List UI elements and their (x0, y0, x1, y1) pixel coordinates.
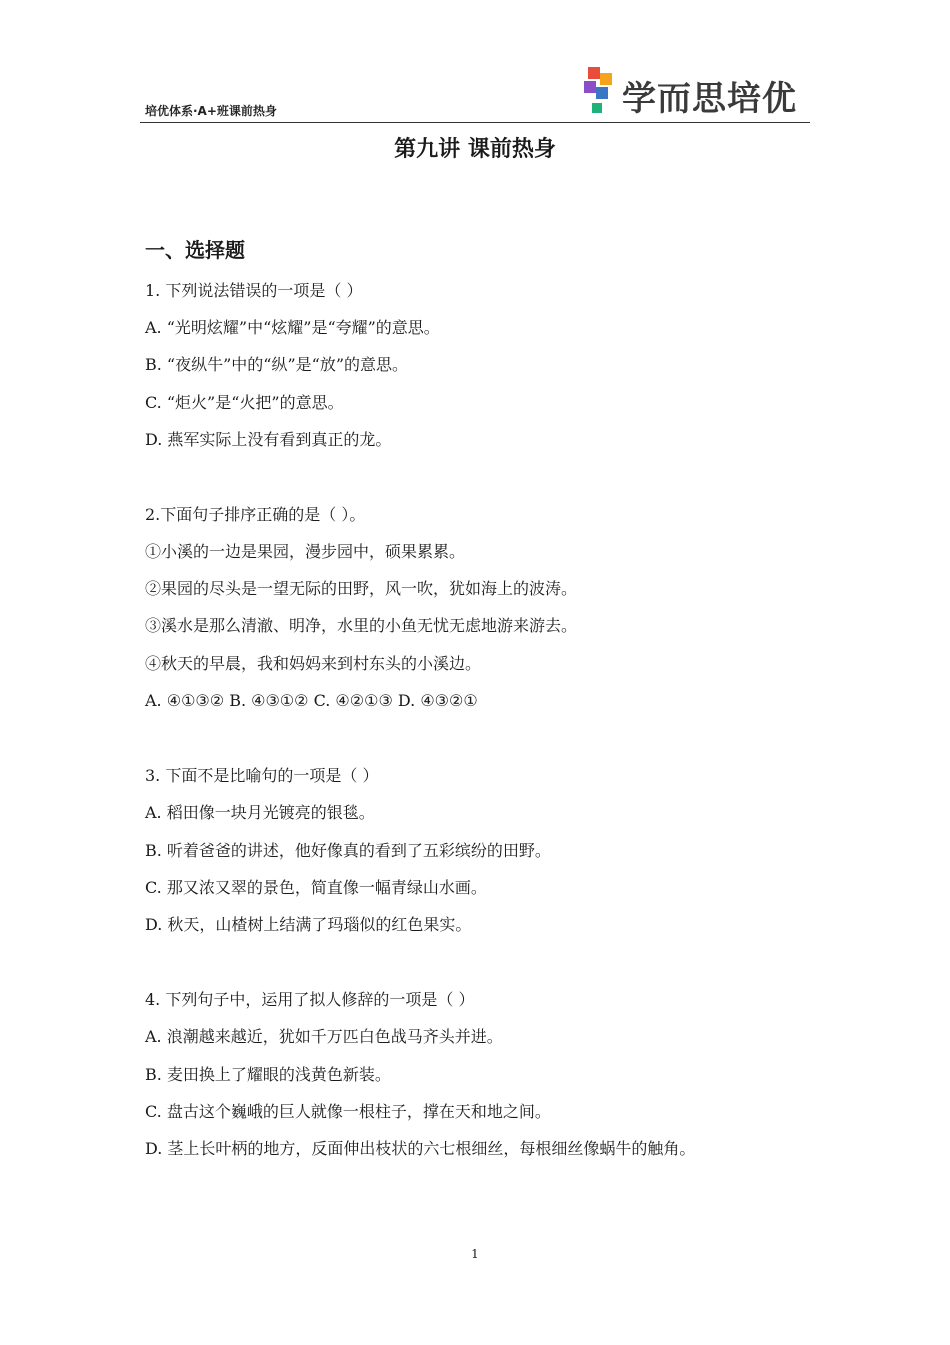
brand-name: 学而思培优 (622, 79, 797, 119)
question-1-option-b: B. “夜纵牛”中的“纵”是“放”的意思。 (145, 355, 409, 374)
question-4-option-c: C. 盘古这个巍峨的巨人就像一根柱子，撑在天和地之间。 (145, 1102, 551, 1121)
question-3-option-a: A. 稻田像一块月光镀亮的银毯。 (145, 803, 375, 822)
question-1-option-a: A. “光明炫耀”中“炫耀”是“夸耀”的意思。 (145, 318, 440, 337)
header-series-label: 培优体系·A+班课前热身 (145, 104, 277, 118)
brand-logo-icon (582, 67, 616, 117)
question-4-option-d: D. 茎上长叶柄的地方，反面伸出枝状的六七根细丝，每根细丝像蜗牛的触角。 (145, 1139, 696, 1158)
question-3-stem: 3. 下面不是比喻句的一项是（ ） (145, 766, 379, 785)
question-3-option-c: C. 那又浓又翠的景色，简直像一幅青绿山水画。 (145, 878, 487, 897)
page-title: 第九讲 课前热身 (394, 137, 556, 162)
brand-logo (582, 67, 812, 117)
question-4-stem: 4. 下列句子中，运用了拟人修辞的一项是（ ） (145, 990, 475, 1009)
question-4-option-b: B. 麦田换上了耀眼的浅黄色新装。 (145, 1065, 391, 1084)
question-3-option-b: B. 听着爸爸的讲述，他好像真的看到了五彩缤纷的田野。 (145, 841, 551, 860)
question-1-option-d: D. 燕军实际上没有看到真正的龙。 (145, 430, 392, 449)
question-2-sentence-1: ①小溪的一边是果园，漫步园中，硕果累累。 (145, 542, 466, 561)
question-2-sentence-2: ②果园的尽头是一望无际的田野，风一吹，犹如海上的波涛。 (145, 579, 578, 598)
page-number: 1 (471, 1247, 479, 1261)
question-1-option-c: C. “炬火”是“火把”的意思。 (145, 393, 344, 412)
question-2-sentence-4: ④秋天的早晨，我和妈妈来到村东头的小溪边。 (145, 654, 482, 673)
question-2-stem: 2.下面句子排序正确的是（ ）。 (145, 505, 366, 524)
question-3-option-d: D. 秋天，山楂树上结满了玛瑙似的红色果实。 (145, 915, 472, 934)
question-1-stem: 1. 下列说法错误的一项是（ ） (145, 281, 363, 300)
header-divider (140, 122, 810, 123)
question-2-options: A. ④①③② B. ④③①② C. ④②①③ D. ④③②① (145, 691, 478, 710)
section-title: 一、选择题 (145, 238, 245, 262)
question-2-sentence-3: ③溪水是那么清澈、明净，水里的小鱼无忧无虑地游来游去。 (145, 616, 578, 635)
question-4-option-a: A. 浪潮越来越近，犹如千万匹白色战马齐头并进。 (145, 1027, 503, 1046)
